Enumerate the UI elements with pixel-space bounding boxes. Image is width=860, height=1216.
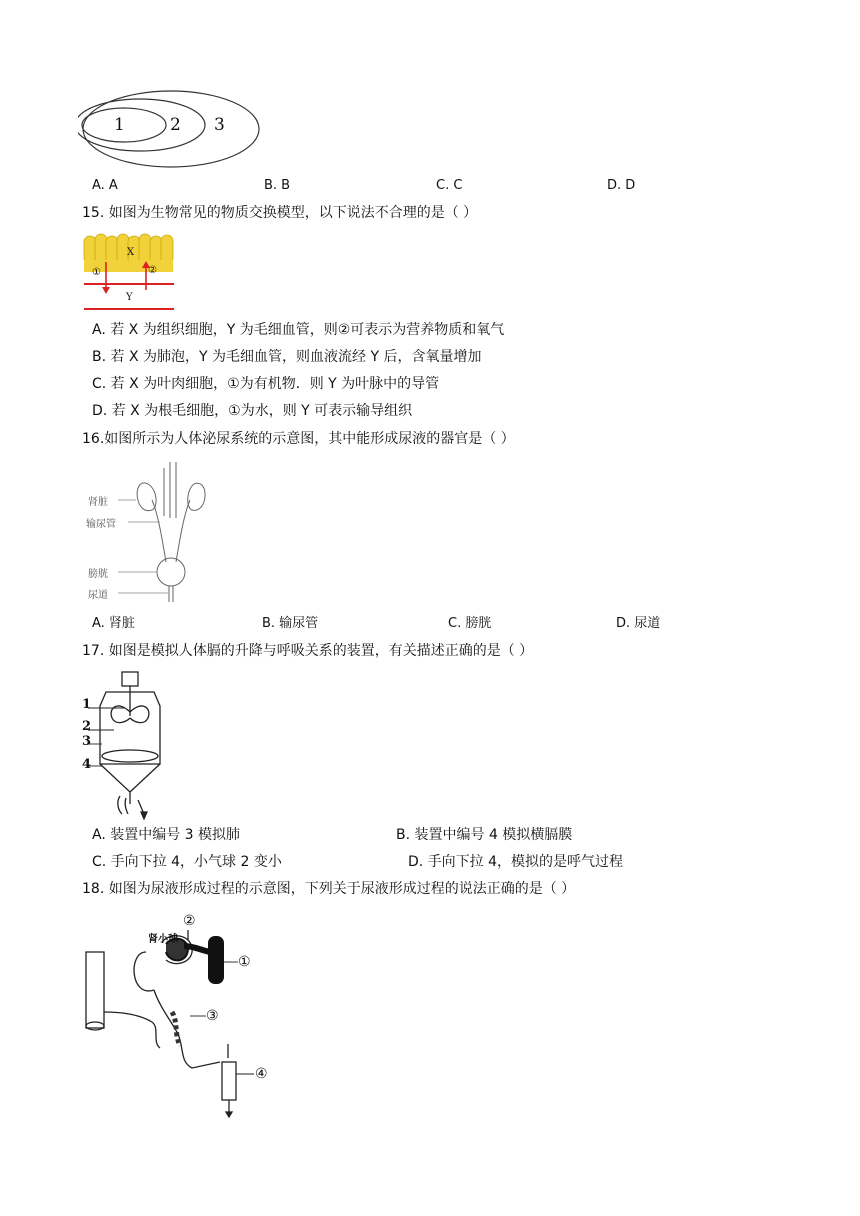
figure-label-2: ② (148, 265, 157, 276)
q15-option-d: D. 若 X 为根毛细胞，①为水，则 Y 可表示输导组织 (92, 403, 413, 419)
q15-option-a: A. 若 X 为组织细胞，Y 为毛细血管，则②可表示为营养物质和氧气 (92, 322, 505, 338)
ellipse-label-2: 2 (170, 115, 181, 135)
q17-stem: 17. 如图是模拟人体膈的升降与呼吸关系的装置，有关描述正确的是（ ） (82, 643, 534, 659)
q16-option-b: B. 输尿管 (262, 616, 319, 631)
nephron-label-2: ② (183, 913, 196, 929)
figure-label-x: X (127, 247, 135, 258)
q16-stem: 16.如图所示为人体泌尿系统的示意图，其中能形成尿液的器官是（ ） (82, 431, 515, 447)
urinary-system-figure (82, 458, 218, 606)
q17-option-a: A. 装置中编号 3 模拟肺 (92, 827, 241, 843)
q15-stem: 15. 如图为生物常见的物质交换模型，以下说法不合理的是（ ） (82, 205, 478, 221)
nephron-label-1: ① (238, 954, 251, 970)
label-kidney: 肾脏 (88, 497, 108, 508)
label-bladder: 膀胱 (88, 569, 108, 580)
label-glomerulus: 肾小球 (148, 934, 178, 945)
label-ureter: 输尿管 (86, 519, 116, 530)
label-urethra: 尿道 (88, 590, 108, 601)
figure-label-1: ① (92, 267, 101, 278)
q16-option-d: D. 尿道 (616, 616, 661, 631)
q16-option-a: A. 肾脏 (92, 616, 135, 631)
q17-option-d: D. 手向下拉 4，模拟的是呼气过程 (408, 854, 624, 870)
diaphragm-model-figure (80, 668, 180, 820)
q14-option-c: C. C (436, 178, 463, 193)
ellipse-label-3: 3 (214, 115, 225, 135)
q15-option-c: C. 若 X 为叶肉细胞，①为有机物．则 Y 为叶脉中的导管 (92, 376, 440, 392)
q15-option-b: B. 若 X 为肺泡，Y 为毛细血管，则血液流经 Y 后，含氧量增加 (92, 349, 482, 365)
q14-option-d: D. D (607, 178, 636, 193)
q17-option-b: B. 装置中编号 4 模拟横膈膜 (396, 827, 573, 843)
diaphragm-label-4: 4 (82, 757, 92, 772)
diaphragm-label-2: 2 (82, 719, 92, 734)
figure-label-y: Y (126, 292, 133, 303)
ellipse-2 (78, 99, 205, 151)
diaphragm-label-3: 3 (82, 734, 92, 749)
arrow-1-head (102, 287, 110, 294)
q16-option-c: C. 膀胱 (448, 616, 492, 631)
ellipse-label-1: 1 (114, 115, 125, 135)
nephron-label-3: ③ (206, 1008, 219, 1024)
q17-option-c: C. 手向下拉 4，小气球 2 变小 (92, 854, 282, 870)
diaphragm-label-1: 1 (82, 697, 92, 712)
nephron-figure (82, 912, 282, 1118)
q14-option-b: B. B (264, 178, 291, 193)
nephron-label-4: ④ (255, 1066, 268, 1082)
q18-stem: 18. 如图为尿液形成过程的示意图，下列关于尿液形成过程的说法正确的是（ ） (82, 881, 576, 897)
q14-option-a: A. A (92, 178, 118, 193)
